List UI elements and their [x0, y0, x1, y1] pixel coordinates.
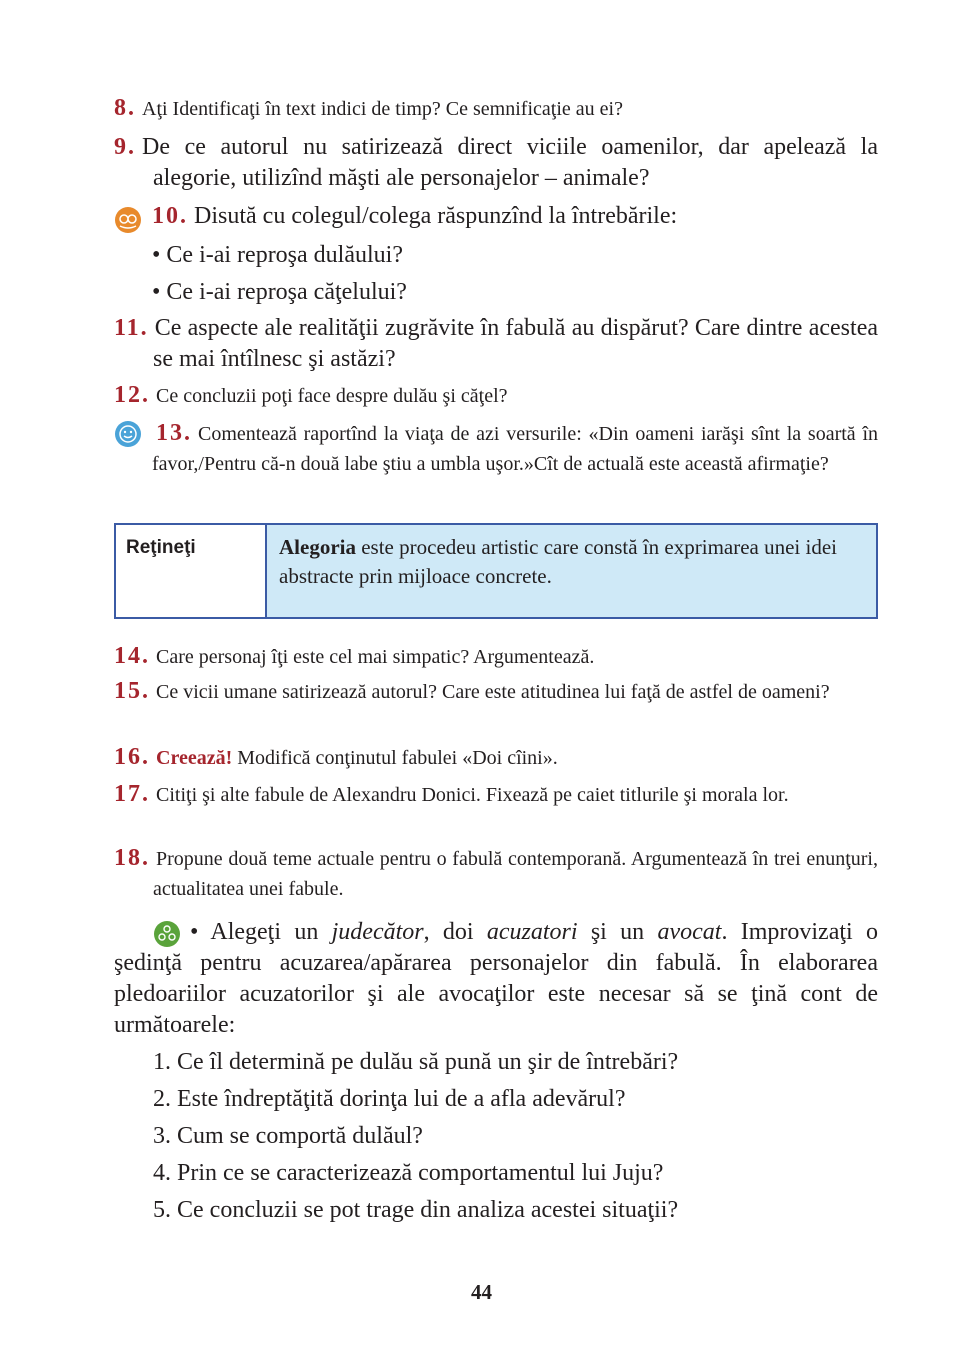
text-fragment: . Improvizaţi o şedinţă pentru acuzarea/apărarea personajelor din fabulă. În elaborarea pledoariilor acuzatorilor şi ale avocaţilor este necesar să se ţină cont de următoarele: [114, 919, 878, 1038]
question-number: 10. [152, 203, 188, 229]
text-fragment: şi un [577, 919, 658, 945]
question-text: Disută cu colegul/colega răspunzînd la întrebările: [194, 203, 678, 229]
pair-discussion-icon [114, 206, 142, 234]
individual-work-icon [114, 420, 142, 448]
question-number: 15. [114, 678, 150, 704]
retineti-label: Reţineţi [116, 525, 267, 617]
question-number: 16. [114, 744, 150, 770]
question-16 [114, 742, 878, 773]
list-item: 5. Ce concluzii se pot trage din analiza acestei situaţii? [153, 1197, 679, 1223]
question-9 [114, 132, 878, 194]
retineti-definition [267, 525, 876, 617]
question-text: Aţi Identificaţi în text indici de timp? Ce semnificaţie au ei? [142, 98, 623, 120]
definition-term: Alegoria [279, 535, 356, 559]
list-item: 4. Prin ce se caracterizează comportamentul lui Juju? [153, 1160, 664, 1186]
group-activity-paragraph [114, 917, 878, 1041]
question-number: 8. [114, 95, 136, 121]
question-14 [114, 641, 878, 672]
bullet-item: • Ce i-ai reproşa dulăului? [152, 242, 403, 268]
question-11 [114, 313, 878, 375]
bullet-text: Ce i-ai reproşa căţelului? [166, 279, 407, 305]
question-number: 14. [114, 643, 150, 669]
question-text: Citiţi şi alte fabule de Alexandru Donici. Fixează pe caiet titlurile şi morala lor. [156, 784, 789, 806]
role-lawyer: avocat [657, 919, 722, 945]
question-number: 17. [114, 781, 150, 807]
definition-text: este procedeu artistic care constă în exprimarea unei idei abstracte prin mijloace concrete. [279, 535, 838, 588]
page-number: 44 [471, 1280, 492, 1304]
question-number: 13. [156, 420, 192, 446]
role-accusers: acuzatori [486, 919, 578, 945]
question-text: Propune două teme actuale pentru o fabulă contemporană. Argumentează în trei enunţuri, actualitatea unei fabule. [153, 848, 878, 900]
question-text: De ce autorul nu satirizează direct viciile oamenilor, dar apelează la alegorie, utilizînd măşti ale personajelor – animale? [142, 134, 878, 191]
question-8 [114, 93, 878, 124]
question-text: Comentează raportînd la viaţa de azi versurile: «Din oameni iarăşi sînt la soartă în favor,/Pentru că-n două labe ştiu a umbla uşor.»Cît de actuală este această afirmaţie? [152, 423, 878, 475]
question-text: Modifică conţinutul fabulei «Doi cîini». [232, 747, 558, 769]
question-15 [114, 676, 878, 707]
retineti-box [114, 523, 878, 619]
list-item: 1. Ce îl determină pe dulău să pună un şir de întrebări? [153, 1049, 679, 1075]
question-text: Ce aspecte ale realităţii zugrăvite în fabulă au dispărut? Care dintre acestea se mai întîlnesc şi astăzi? [153, 315, 878, 372]
question-12 [114, 380, 878, 411]
create-emphasis: Creează! [156, 747, 233, 769]
list-item: 3. Cum se comportă dulăul? [153, 1123, 423, 1149]
list-item: 2. Este îndreptăţită dorinţa lui de a afla adevărul? [153, 1086, 626, 1112]
role-judge: judecător [331, 919, 424, 945]
bullet-text: Ce i-ai reproşa dulăului? [166, 242, 403, 268]
text-fragment: • Alegeţi un [190, 919, 332, 945]
question-number: 11. [114, 315, 149, 341]
question-number: 18. [114, 845, 150, 871]
question-number: 9. [114, 134, 136, 160]
question-number: 12. [114, 382, 150, 408]
question-10 [152, 201, 878, 232]
bullet-item: • Ce i-ai reproşa căţelului? [152, 279, 407, 305]
question-text: Care personaj îţi este cel mai simpatic? Argumentează. [156, 646, 595, 668]
question-text: Ce vicii umane satirizează autorul? Care este atitudinea lui faţă de astfel de oameni? [156, 681, 830, 703]
question-13 [152, 418, 878, 479]
question-text: Ce concluzii poţi face despre dulău şi căţel? [156, 385, 508, 407]
question-17 [114, 779, 878, 810]
question-18 [114, 843, 878, 904]
text-fragment: , doi [423, 919, 487, 945]
